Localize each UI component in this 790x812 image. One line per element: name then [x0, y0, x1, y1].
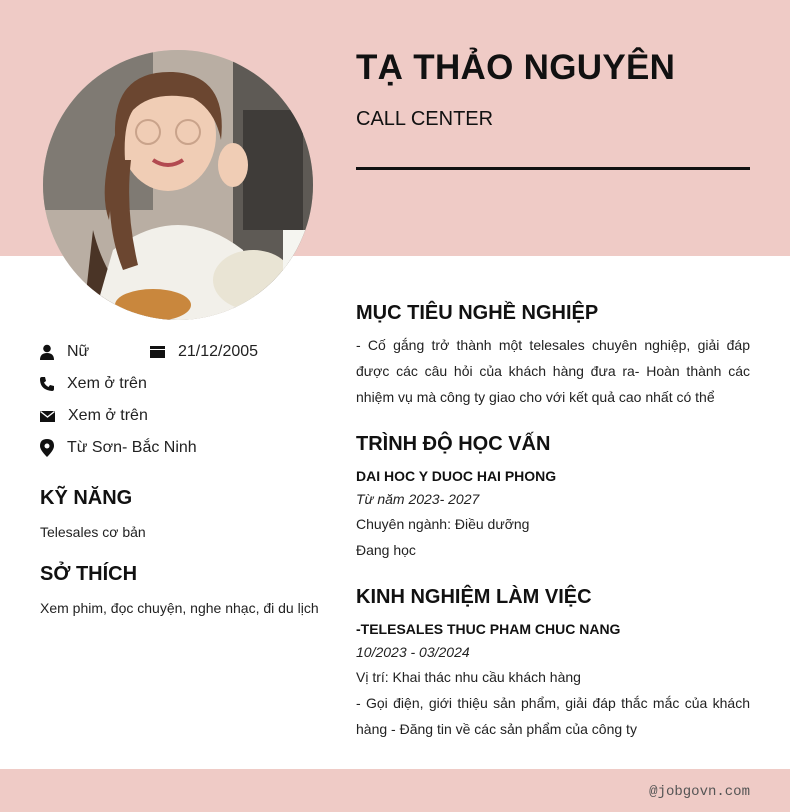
experience-title: KINH NGHIỆM LÀM VIỆC — [356, 586, 592, 608]
profile-photo — [43, 50, 313, 320]
email-row — [40, 407, 148, 425]
experience-desc: - Gọi điện, giới thiệu sản phẩm, giải đáp thắc mắc của khách hàng - Đăng tin về các sản phẩm của công ty — [356, 695, 750, 737]
job-position: CALL CENTER — [356, 108, 494, 130]
hobbies-text: Xem phim, đọc chuyện, nghe nhạc, đi du lịch — [40, 600, 319, 616]
school-name: DAI HOC Y DUOC HAI PHONG — [356, 468, 557, 484]
education-status: Đang học — [356, 542, 416, 558]
calendar-icon — [150, 344, 165, 360]
email-value: Xem ở trên — [68, 407, 148, 424]
skills-title: KỸ NĂNG — [40, 487, 133, 509]
watermark: @jobgovn.com — [649, 784, 750, 800]
header-divider — [356, 167, 750, 170]
address-value: Từ Sơn- Bắc Ninh — [67, 439, 197, 456]
education-major: Chuyên ngành: Điều dưỡng — [356, 516, 530, 532]
person-icon — [40, 344, 54, 360]
gender-row — [40, 343, 89, 361]
objective-text: - Cố gắng trở thành một telesales chuyên nghiệp, giải đáp được các câu hỏi của khách hàng đưa ra- Hoàn thành các nhiệm vụ mà công ty giao cho với kết quả cao nhất có thể — [356, 337, 750, 405]
company-name: -TELESALES THUC PHAM CHUC NANG — [356, 621, 621, 637]
education-title: TRÌNH ĐỘ HỌC VẤN — [356, 433, 551, 455]
mail-icon — [40, 408, 55, 424]
experience-period: 10/2023 - 03/2024 — [356, 644, 470, 660]
phone-icon — [40, 376, 54, 392]
skills-text: Telesales cơ bản — [40, 524, 146, 540]
objective-title: MỤC TIÊU NGHỀ NGHIỆP — [356, 302, 599, 324]
gender-value: Nữ — [67, 343, 90, 360]
candidate-name: TẠ THẢO NGUYÊN — [356, 48, 676, 87]
hobbies-title: SỞ THÍCH — [40, 563, 138, 585]
location-pin-icon — [40, 440, 54, 456]
experience-role: Vị trí: Khai thác nhu cầu khách hàng — [356, 669, 581, 685]
phone-row — [40, 375, 147, 393]
phone-value: Xem ở trên — [67, 375, 147, 392]
address-row — [40, 439, 197, 457]
birthdate-row — [150, 343, 258, 361]
education-period: Từ năm 2023- 2027 — [356, 491, 480, 507]
birthdate-value: 21/12/2005 — [178, 343, 259, 360]
